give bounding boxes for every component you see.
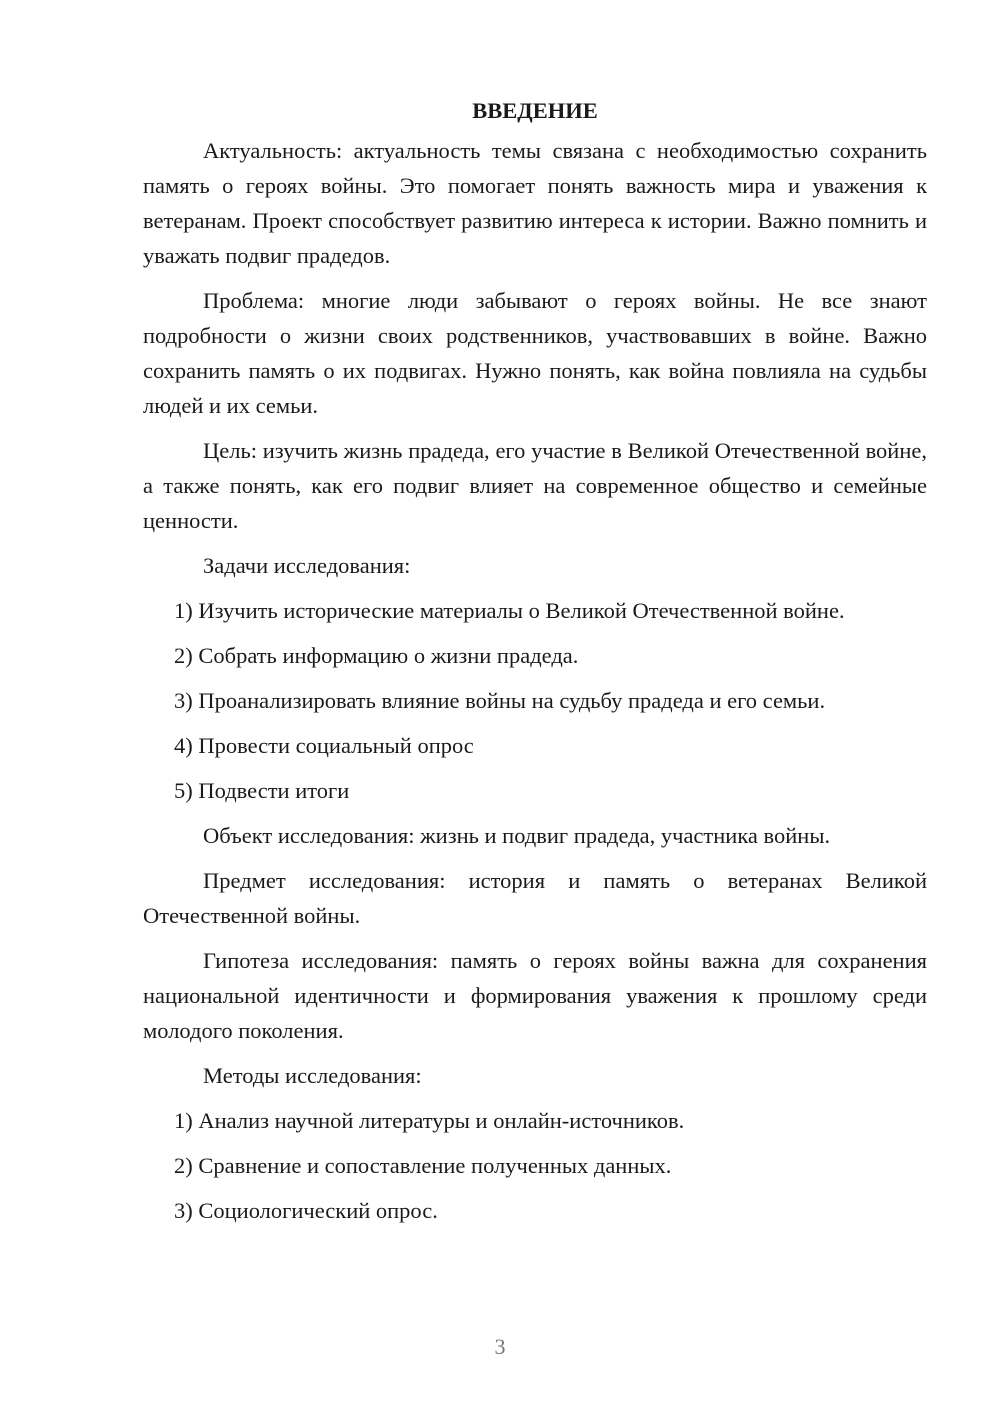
- tasks-title: Задачи исследования:: [203, 553, 411, 578]
- method-item: 1) Анализ научной литературы и онлайн-источников.: [174, 1108, 685, 1133]
- task-item: 4) Провести социальный опрос: [174, 733, 474, 758]
- subject-paragraph: Предмет исследования: история и память о ветеранах Великой Отечественной войны.: [143, 868, 927, 928]
- page-number: 3: [494, 1334, 506, 1359]
- methods-title: Методы исследования:: [203, 1063, 422, 1088]
- method-item: 2) Сравнение и сопоставление полученных данных.: [174, 1153, 672, 1178]
- problem-paragraph: Проблема: многие люди забывают о героях войны. Не все знают подробности о жизни своих родственников, участвовавших в войне. Важно сохранить память о их подвигах. Нужно понять, как война повлияла на судьбы людей и их семьи.: [143, 288, 927, 418]
- method-item: 3) Социологический опрос.: [174, 1198, 438, 1223]
- hypothesis-paragraph: Гипотеза исследования: память о героях войны важна для сохранения национальной идентичности и формирования уважения к прошлому среди молодого поколения.: [143, 948, 927, 1043]
- task-item: 2) Собрать информацию о жизни прадеда.: [174, 643, 579, 668]
- section-heading: ВВЕДЕНИЕ: [472, 98, 598, 123]
- task-item: 5) Подвести итоги: [174, 778, 350, 803]
- task-item: 1) Изучить исторические материалы о Великой Отечественной войне.: [174, 598, 845, 623]
- object-paragraph: Объект исследования: жизнь и подвиг прадеда, участника войны.: [203, 823, 831, 848]
- task-item: 3) Проанализировать влияние войны на судьбу прадеда и его семьи.: [174, 688, 826, 713]
- document-body: [143, 93, 927, 1238]
- goal-paragraph: Цель: изучить жизнь прадеда, его участие в Великой Отечественной войне, а также понять, как его подвиг влияет на современное общество и семейные ценности.: [143, 438, 927, 533]
- relevance-paragraph: Актуальность: актуальность темы связана с необходимостью сохранить память о героях войны. Это помогает понять важность мира и уважения к ветеранам. Проект способствует развитию интереса к истории. Важно помнить и уважать подвиг прадедов.: [143, 138, 927, 268]
